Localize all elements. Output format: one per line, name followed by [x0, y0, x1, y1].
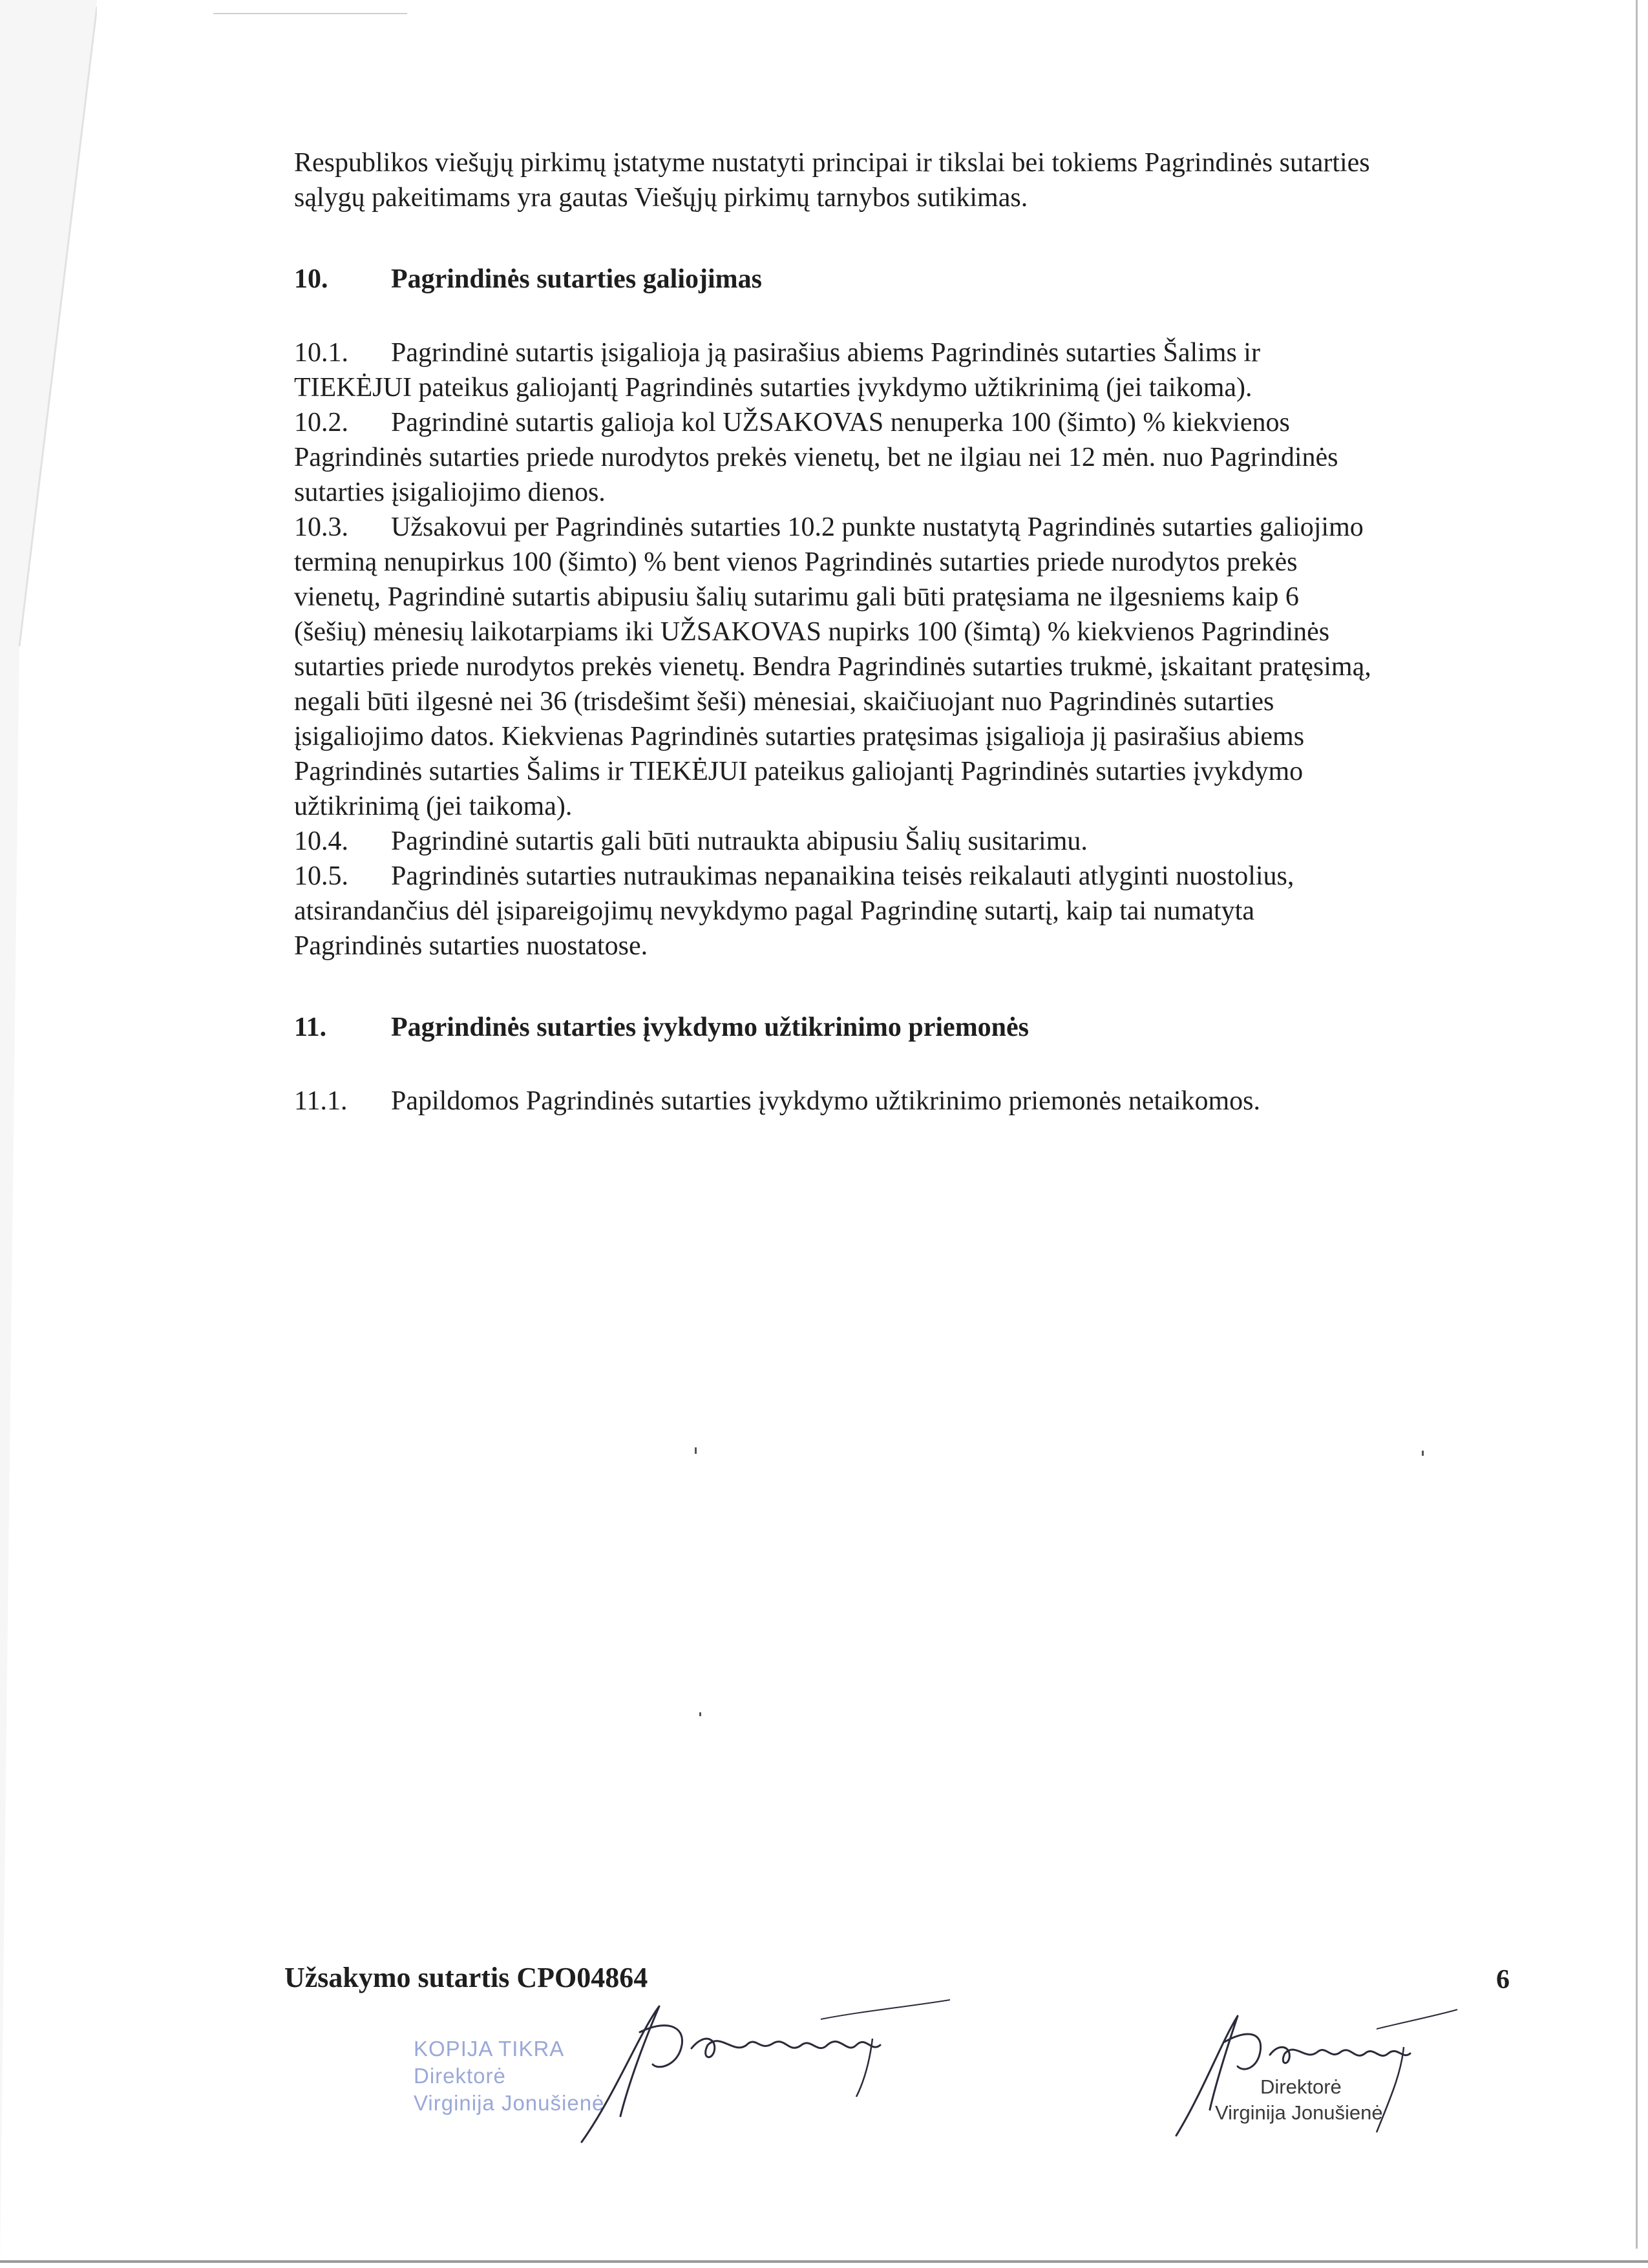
stamp-line: Virginija Jonušienė	[414, 2091, 605, 2115]
clause-number: 10.4.	[294, 826, 348, 856]
clause-line: Pagrindinė sutartis gali būti nutraukta abipusiu Šalių susitarimu.	[391, 826, 1088, 856]
clause-line: Užsakovui per Pagrindinės sutarties 10.2 punkte nustatytą Pagrindinės sutarties galiojimo	[391, 512, 1364, 542]
clause-line: Pagrindinės sutarties priede nurodytos prekės vienetų, bet ne ilgiau nei 12 mėn. nuo Pagrindinės	[294, 443, 1338, 472]
clause-line: Pagrindinės sutarties Šalims ir TIEKĖJUI pateikus galiojantį Pagrindinės sutarties įvykdymo	[294, 757, 1304, 786]
clause-number: 10.2.	[294, 408, 348, 437]
clause-number: 11.1.	[294, 1086, 348, 1116]
clause-10-5	[294, 859, 1522, 963]
intro-paragraph	[294, 145, 1522, 215]
section-title: Pagrindinės sutarties galiojimas	[391, 264, 762, 294]
clause-number: 10.1.	[294, 338, 348, 368]
clause-number: 10.3.	[294, 512, 348, 542]
clause-11-1	[294, 1084, 1522, 1118]
clause-10-4	[294, 824, 1522, 859]
signatory-name: Virginija Jonušienė	[1215, 2101, 1383, 2124]
clause-line: negali būti ilgesnė nei 36 (trisdešimt šeši) mėnesiai, skaičiuojant nuo Pagrindinės sutarties	[294, 687, 1274, 717]
clause-line: įsigaliojimo datos. Kiekvienas Pagrindinės sutarties pratęsimas įsigalioja jį pasirašius abiems	[294, 722, 1305, 751]
page-number: 6	[1496, 1965, 1510, 1995]
intro-line: sąlygų pakeitimams yra gautas Viešųjų pirkimų tarnybos sutikimas.	[294, 183, 1028, 213]
scan-edge-bottom	[0, 2260, 1648, 2263]
stamp-line: Direktorė	[414, 2064, 506, 2088]
scan-edge-top	[213, 13, 407, 14]
clause-line: užtikrinimą (jei taikoma).	[294, 792, 573, 821]
clause-line: (šešių) mėnesių laikotarpiams iki UŽSAKOVAS nupirks 100 (šimtą) % kiekvienos Pagrindinės	[294, 617, 1330, 647]
signatory-role: Direktorė	[1260, 2075, 1342, 2098]
clause-number: 10.5.	[294, 861, 348, 891]
scan-speck	[699, 1712, 701, 1716]
clause-line: sutarties priede nurodytos prekės vienetų. Bendra Pagrindinės sutarties trukmė, įskaitant pratęsimą,	[294, 652, 1371, 682]
scan-shadow-left	[0, 0, 97, 2268]
footer-contract-title: Užsakymo sutartis CPO04864	[284, 1962, 648, 1993]
scan-speck	[1422, 1451, 1424, 1456]
stamp-line: KOPIJA TIKRA	[414, 2037, 565, 2061]
clause-line: atsirandančius dėl įsipareigojimų nevykdymo pagal Pagrindinę sutartį, kaip tai numatyta	[294, 896, 1254, 926]
signatory-block	[1215, 2074, 1383, 2126]
scan-speck	[695, 1447, 697, 1454]
section-number: 10.	[294, 264, 328, 294]
clause-10-1	[294, 335, 1522, 405]
clause-line: terminą nenupirkus 100 (šimto) % bent vienos Pagrindinės sutarties priede nurodytos prekės	[294, 547, 1298, 577]
clause-line: Pagrindinės sutarties nutraukimas nepanaikina teisės reikalauti atlyginti nuostolius,	[391, 861, 1294, 891]
clause-line: Pagrindinė sutartis įsigalioja ją pasirašius abiems Pagrindinės sutarties Šalims ir	[391, 338, 1260, 368]
clause-line: Papildomos Pagrindinės sutarties įvykdymo užtikrinimo priemonės netaikomos.	[391, 1086, 1261, 1116]
section-title: Pagrindinės sutarties įvykdymo užtikrinimo priemonės	[391, 1013, 1030, 1042]
clause-line: sutarties įsigaliojimo dienos.	[294, 478, 606, 507]
section-11-heading	[294, 1010, 1522, 1045]
clause-line: Pagrindinės sutarties nuostatose.	[294, 931, 648, 961]
clause-10-2	[294, 405, 1522, 510]
clause-line: Pagrindinė sutartis galioja kol UŽSAKOVAS nenuperka 100 (šimto) % kiekvienos	[391, 408, 1290, 437]
clause-line: vienetų, Pagrindinė sutartis abipusiu šalių sutarimu gali būti pratęsiama ne ilgesniems kaip 6	[294, 582, 1299, 612]
clause-10-3	[294, 510, 1522, 824]
handwritten-signature	[562, 1993, 950, 2148]
section-10-heading	[294, 262, 1522, 297]
scan-edge-right	[1636, 0, 1642, 2249]
clause-line: TIEKĖJUI pateikus galiojantį Pagrindinės sutarties įvykdymo užtikrinimą (jei taikoma).	[294, 373, 1252, 403]
intro-line: Respublikos viešųjų pirkimų įstatyme nustatyti principai ir tikslai bei tokiems Pagrindinės sutarties	[294, 148, 1370, 178]
section-number: 11.	[294, 1013, 327, 1042]
document-body	[294, 145, 1522, 1118]
